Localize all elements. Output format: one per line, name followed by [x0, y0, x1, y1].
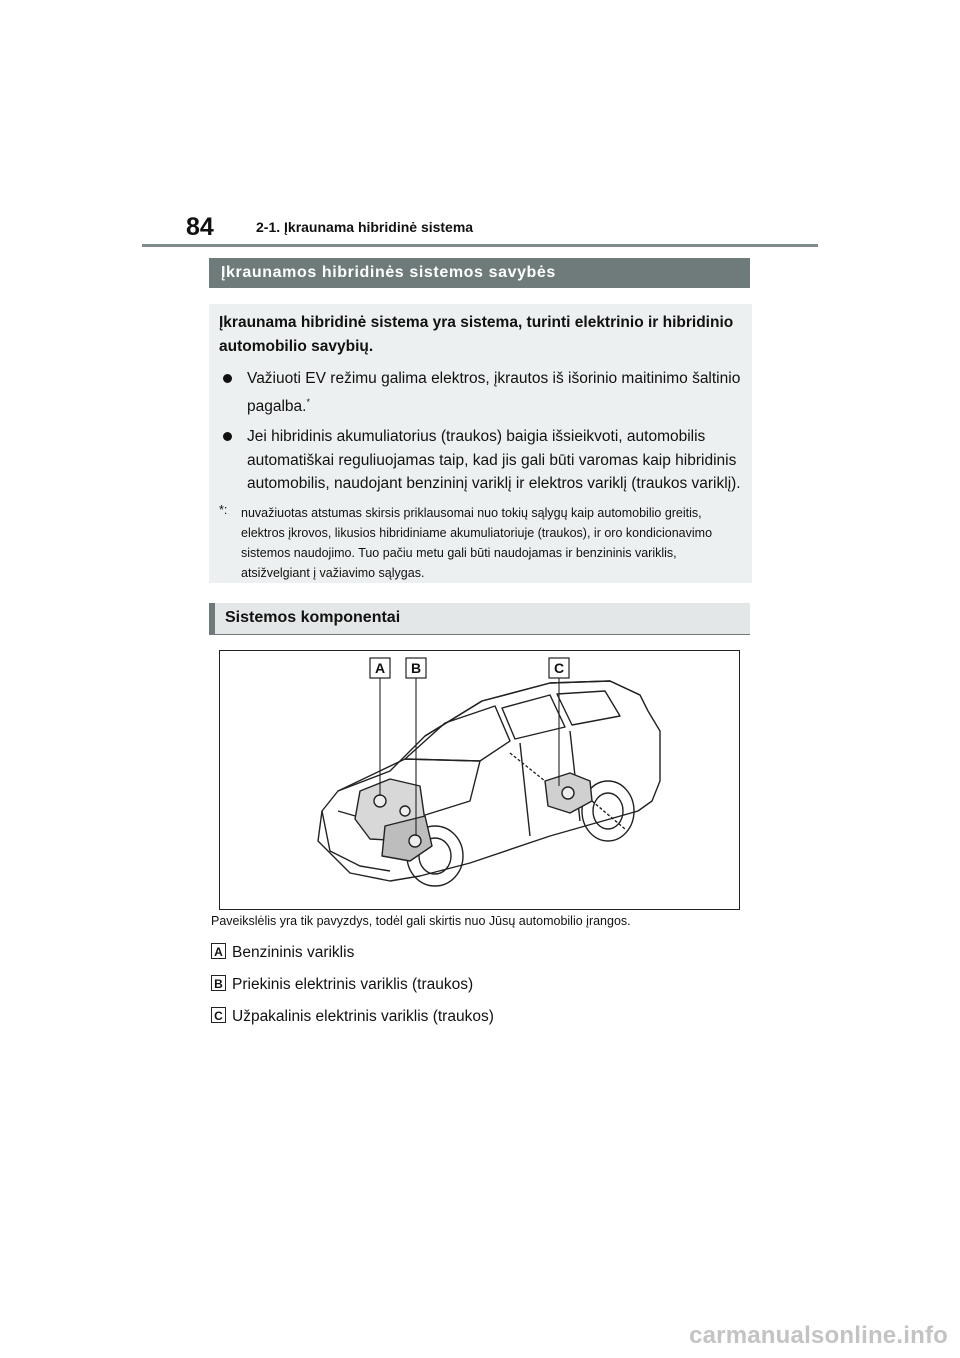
page-number: 84 — [186, 213, 214, 241]
subsection-title-bar: Sistemos komponentai — [209, 603, 750, 635]
figure-label-a: A — [374, 660, 386, 676]
info-box — [209, 304, 752, 583]
rear-motor-assembly — [510, 753, 625, 829]
legend-item-b — [211, 975, 473, 995]
side-window-rear — [557, 691, 620, 725]
footnote-mark: *: — [219, 502, 228, 517]
footnote-ref: * — [306, 396, 310, 407]
legend-key-b: B — [211, 975, 226, 991]
legend-key-a: A — [211, 943, 226, 959]
engine-assembly — [355, 779, 432, 861]
figure-label-boxes — [370, 658, 569, 678]
footnote — [219, 503, 742, 583]
legend-text-b: Priekinis elektrinis variklis (traukos) — [232, 976, 474, 993]
header-rule — [142, 244, 818, 247]
footnote-text: nuvažiuotas atstumas skirsis priklausomai nuo tokių sąlygų kaip automobilio greitis, elektros įkrovos, likusios hibridiniame akumuliatoriuje (traukos), ir oro kondicionavimo sistemos naudojimo. Tuo pačiu metu gali būti naudojamas ir benzininis variklis, atsižvelgiant į važiavimo sąlygas. — [241, 505, 713, 580]
vehicle-illustration — [220, 651, 739, 909]
side-window-front — [502, 695, 565, 739]
figure-caption: Paveikslėlis yra tik pavyzdys, todėl gali skirtis nuo Jūsų automobilio įrangos. — [211, 914, 631, 928]
legend-text-a: Benzininis variklis — [232, 944, 355, 961]
intro-text: Įkraunama hibridinė sistema yra sistema, turinti elektrinio ir hibridinio automobilio savybių. — [219, 314, 734, 355]
windshield — [405, 706, 510, 761]
bullet-item-2 — [219, 425, 742, 496]
figure-label-b: B — [410, 660, 422, 676]
bullet-text-2: Jei hibridinis akumuliatorius (traukos) baigia išsieikvoti, automobilis automatiškai reguliuojamas taip, kad jis gali būti varomas kaip hibridinis automobilis, naudojant benzininį variklį ir elektros variklį (traukos variklį). — [247, 428, 741, 493]
section-path: 2-1. Įkraunama hibridinė sistema — [256, 219, 474, 235]
section-title-bar: Įkraunamos hibridinės sistemos savybės — [209, 258, 750, 288]
figure-label-c: C — [553, 660, 565, 676]
legend-item-c — [211, 1007, 494, 1027]
bullet-item-1 — [219, 367, 742, 418]
legend-item-a — [211, 943, 354, 963]
bullet-dot-icon — [223, 374, 232, 383]
watermark: carmanualsonline.info — [689, 1322, 948, 1349]
legend-text-c: Užpakalinis elektrinis variklis (traukos) — [232, 1008, 494, 1025]
vehicle-figure — [219, 650, 740, 910]
roof-line — [425, 681, 640, 736]
rear-wheel-inner — [593, 793, 623, 829]
bullet-dot-icon — [223, 432, 232, 441]
legend-key-c: C — [211, 1007, 226, 1023]
bullet-text-1: Važiuoti EV režimu galima elektros, įkrautos iš išorinio maitinimo šaltinio pagalba. — [247, 370, 741, 415]
